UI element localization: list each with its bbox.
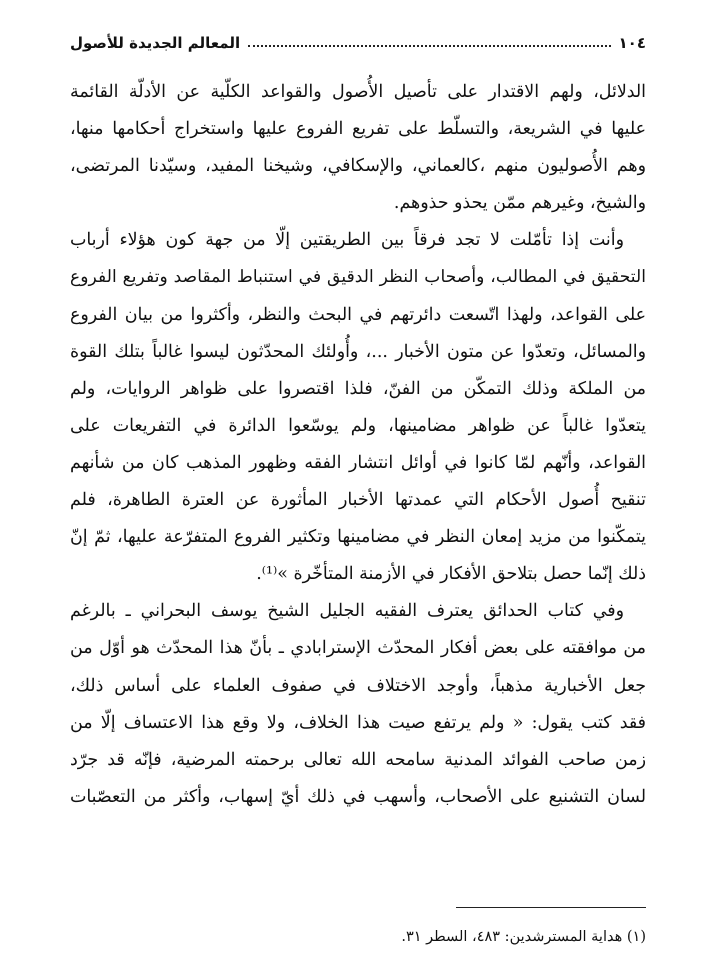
- text-line: تنقيح أُصول الأحكام التي عمدتها الأخبار المأثورة عن العترة الطاهرة، فلم: [70, 490, 646, 511]
- text-line: القواعد، وأنّهم لمّا كانوا في أوائل انتشار الفقه وظهور المذهب كان من شأنهم: [70, 452, 646, 473]
- text-line: والمسائل، وتعدّوا عن متون الأخبار ...، وأُولئك المحدّثون ليسوا غالباً بتلك القوة: [70, 341, 646, 362]
- text-line: وفي كتاب الحدائق يعترف الفقيه الجليل الشيخ يوسف البحراني ـ بالرغم: [70, 601, 624, 622]
- header-leader-dots: [248, 45, 610, 47]
- text-line: جعل الأخبارية مذهباً، وأوجد الاختلاف في صفوف العلماء على أساس ذلك،: [70, 675, 646, 696]
- text-line: لسان التشنيع على الأصحاب، وأسهب في ذلك أيّ إسهاب، وأكثر من التعصّبات: [70, 786, 646, 807]
- text-line: التحقيق في المطالب، وأصحاب النظر الدقيق في استنباط المقاصد وتفريع الفروع: [70, 267, 646, 288]
- text-line: وهم الأُصوليون منهم ،كالعماني، والإسكافي، وشيخنا المفيد، وسيّدنا المرتضى،: [70, 156, 646, 177]
- text-line: عليها في الشريعة، والتسلّط على تفريع الفروع عليها واستخراج أحكامها منها،: [70, 119, 646, 140]
- text-line: يتعدّوا غالباً عن ظواهر مضامينها، ولم يوسّعوا الدائرة في التفريعات على: [70, 415, 646, 436]
- text-line: من موافقته على بعض أفكار المحدّث الإسترابادي ـ بأنّ هذا المحدّث هو أوّل من: [70, 638, 646, 659]
- text-line: فقد كتب يقول: « ولم يرتفع صيت هذا الخلاف، ولا وقع هذا الاعتساف إلّا من: [70, 712, 646, 733]
- text-line: زمن صاحب الفوائد المدنية سامحه الله تعالى برحمته المرضية، فإنّه قد جرّد: [70, 749, 646, 770]
- text-line: والشيخ، وغيرهم ممّن يحذو حذوهم.: [393, 193, 646, 214]
- text-line: الدلائل، ولهم الاقتدار على تأصيل الأُصول والقواعد الكلّية عن الأدلّة القائمة: [70, 82, 646, 102]
- body-text: [70, 74, 646, 816]
- running-header: [70, 30, 646, 56]
- text-line: على القواعد، ولهذا اتّسعت دائرتهم في البحث والنظر، وأكثروا من بيان الفروع: [70, 304, 646, 325]
- footnote: (١) هداية المسترشدين: ٤٨٣، السطر ٣١.: [401, 929, 646, 945]
- text-line: يتمكّنوا من مزيد إمعان النظر في مضامينها وتكثير الفروع المتفرّعة عليها، ثمّ إنّ: [70, 527, 646, 548]
- page-number: ١٠٤: [618, 34, 646, 52]
- text-line: وأنت إذا تأمّلت لا تجد فرقاً بين الطريقتين إلّا من جهة كون هؤلاء أرباب: [70, 230, 624, 251]
- running-title: المعالم الجديدة للأصول: [70, 34, 241, 52]
- text-line: من الملكة وذلك التمكّن من الفنّ، فلذا اقتصروا على ظواهر الروايات، ولم: [70, 378, 646, 399]
- text-line: ذلك إنّما حصل بتلاحق الأفكار في الأزمنة المتأخّرة »⁽¹⁾.: [256, 564, 646, 585]
- footnote-divider: [456, 907, 646, 908]
